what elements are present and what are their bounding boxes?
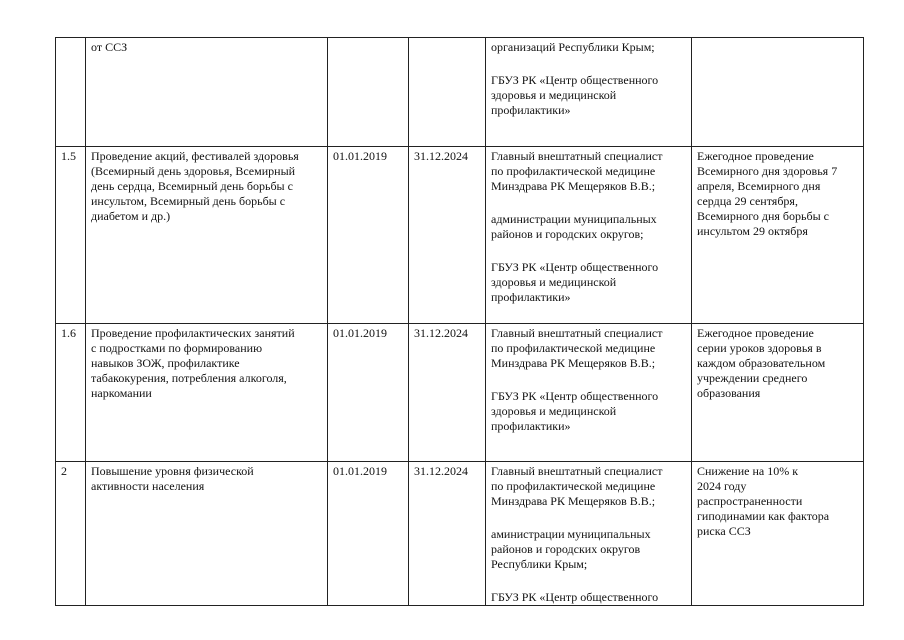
end-date: 31.12.2024 [409,324,486,462]
responsible-item: организаций Республики Крым; [491,40,655,54]
end-date: 31.12.2024 [409,462,486,606]
end-date [409,38,486,147]
start-date: 01.01.2019 [328,147,409,324]
start-date [328,38,409,147]
expected-result: Ежегодное проведение Всемирного дня здоровья 7 апреля, Всемирного дня сердца 29 сентября, Всемирного дня борьбы с инсультом 29 октября [692,147,864,324]
responsible-cell [486,147,692,324]
row-number: 1.6 [56,324,86,462]
expected-result: Ежегодное проведение серии уроков здоровья в каждом образовательном учреждении среднего образования [692,324,864,462]
table-row [56,324,864,462]
activity-name: от ССЗ [86,38,328,147]
table-row [56,147,864,324]
row-number: 2 [56,462,86,606]
end-date: 31.12.2024 [409,147,486,324]
action-plan-table [55,37,864,606]
activity-name: Проведение профилактических занятий с подростками по формированию навыков ЗОЖ, профилактике табакокурения, потребления алкоголя, наркомании [86,324,328,462]
row-number [56,38,86,147]
activity-name: Повышение уровня физической активности населения [86,462,328,606]
responsible-item: ГБУЗ РК «Центр общественного здоровья и медицинской профилактики» [491,260,659,304]
row-number: 1.5 [56,147,86,324]
expected-result [692,38,864,147]
responsible-item: ГБУЗ РК «Центр общественного здоровья и медицинской профилактики» [491,73,659,117]
responsible-cell [486,38,692,147]
start-date: 01.01.2019 [328,324,409,462]
table-row [56,462,864,606]
responsible-cell [486,462,692,606]
responsible-item: Главный внештатный специалист по профилактической медицине Минздрава РК Мещеряков В.В.; [491,149,663,193]
activity-name: Проведение акций, фестивалей здоровья (Всемирный день здоровья, Всемирный день сердца, Всемирный день борьбы с инсультом, Всемирный день борьбы с диабетом и др.) [86,147,328,324]
responsible-cell [486,324,692,462]
responsible-item: Главный внештатный специалист по профилактической медицине Минздрава РК Мещеряков В.В.; [491,464,663,508]
start-date: 01.01.2019 [328,462,409,606]
table-row [56,38,864,147]
expected-result: Снижение на 10% к 2024 году распространенности гиподинамии как фактора риска ССЗ [692,462,864,606]
responsible-item: аминистрации муниципальных районов и городских округов Республики Крым; [491,527,651,571]
responsible-item: ГБУЗ РК «Центр общественного [491,590,659,604]
responsible-item: Главный внештатный специалист по профилактической медицине Минздрава РК Мещеряков В.В.; [491,326,663,370]
responsible-item: администрации муниципальных районов и городских округов; [491,212,657,241]
responsible-item: ГБУЗ РК «Центр общественного здоровья и медицинской профилактики» [491,389,659,433]
